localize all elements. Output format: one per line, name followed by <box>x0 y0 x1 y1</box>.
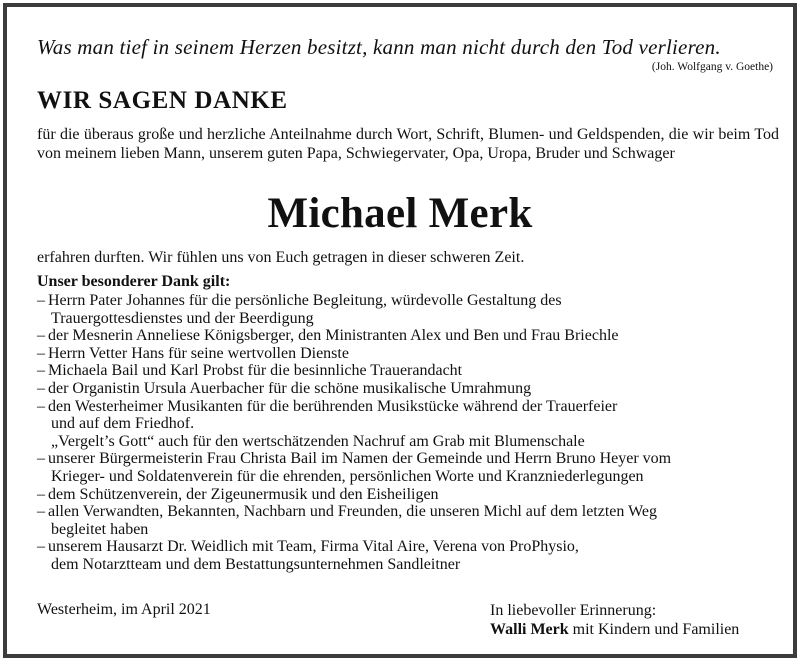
list-item-text: den Westerheimer Musikanten für die berührenden Musikstücke während der Trauerfeier <box>48 397 618 415</box>
list-item <box>37 362 671 380</box>
list-dash: – <box>37 292 45 309</box>
list-item-text: der Organistin Ursula Auerbacher für die schöne musikalische Umrahmung <box>48 379 532 397</box>
list-item <box>37 345 671 363</box>
memory-line: In liebevoller Erinnerung: <box>490 602 657 619</box>
list-dash: – <box>37 379 45 397</box>
list-item-text: allen Verwandten, Bekannten, Nachbarn und Freunden, die unseren Michl auf dem letzten Weg <box>48 503 658 521</box>
list-item <box>37 398 671 451</box>
list-item <box>37 292 671 327</box>
list-dash: – <box>37 327 45 345</box>
list-item-text: Herrn Vetter Hans für seine wertvollen Dienste <box>48 344 349 362</box>
list-item <box>37 503 671 538</box>
list-item-continuation: dem Notarztteam und dem Bestattungsunternehmen Sandleitner <box>51 555 461 573</box>
heading: WIR SAGEN DANKE <box>37 87 288 114</box>
list-dash: – <box>37 397 45 415</box>
special-thanks-heading: Unser besonderer Dank gilt: <box>37 273 231 290</box>
list-item-continuation: Trauergottesdienstes und der Beerdigung <box>51 309 314 327</box>
motto-source: (Joh. Wolfgang v. Goethe) <box>651 61 773 73</box>
signature-block <box>490 601 739 639</box>
list-item-continuation: Krieger- und Soldatenverein für die ehrenden, persönlichen Worte und Kranzniederlegungen <box>51 467 644 485</box>
list-item <box>37 486 671 504</box>
list-item <box>37 327 671 345</box>
list-item-continuation: und auf dem Friedhof. <box>51 415 195 433</box>
thanks-list <box>37 292 671 574</box>
list-item-text: dem Schützenverein, der Zigeunermusik und den Eisheiligen <box>48 485 439 503</box>
obituary-notice <box>3 3 797 658</box>
list-item-text: der Mesnerin Anneliese Königsberger, den Ministranten Alex und Ben und Frau Briechle <box>48 327 619 345</box>
list-item-text: unserem Hausarzt Dr. Weidlich mit Team, Firma Vital Aire, Verena von ProPhysio, <box>48 538 579 556</box>
list-dash: – <box>37 450 45 468</box>
list-dash: – <box>37 362 45 380</box>
signer-rest: mit Kindern und Familien <box>568 621 740 638</box>
list-dash: – <box>37 538 45 556</box>
deceased-name: Michael Merk <box>267 190 533 237</box>
list-item-continuation: „Vergelt’s Gott“ auch für den wertschätzenden Nachruf am Grab mit Blumenschale <box>51 432 585 450</box>
list-item-text: Herrn Pater Johannes für die persönliche Begleitung, würdevolle Gestaltung des <box>48 292 562 309</box>
intro-text: für die überaus große und herzliche Anteilnahme durch Wort, Schrift, Blumen- und Geldspenden, die wir beim Tod von meinem lieben Mann, unserem guten Papa, Schwiegervater, Opa, Uropa, Bruder und Schwager <box>37 126 779 162</box>
list-dash: – <box>37 344 45 362</box>
list-item-text: unserer Bürgermeisterin Frau Christa Bail im Namen der Gemeinde und Herrn Bruno Heyer vom <box>48 450 672 468</box>
list-item-continuation: begleitet haben <box>51 520 149 538</box>
list-item <box>37 450 671 485</box>
list-item-text: Michaela Bail und Karl Probst für die besinnliche Trauerandacht <box>48 362 463 380</box>
signer-name: Walli Merk <box>490 621 569 638</box>
list-dash: – <box>37 485 45 503</box>
signer-line <box>490 620 739 639</box>
list-item <box>37 380 671 398</box>
place-date: Westerheim, im April 2021 <box>37 601 211 618</box>
motto-quote: Was man tief in seinem Herzen besitzt, kann man nicht durch den Tod verlieren. <box>37 35 721 59</box>
experienced-text: erfahren durften. Wir fühlen uns von Euch getragen in dieser schweren Zeit. <box>37 249 525 266</box>
list-item <box>37 538 671 573</box>
list-dash: – <box>37 503 45 521</box>
